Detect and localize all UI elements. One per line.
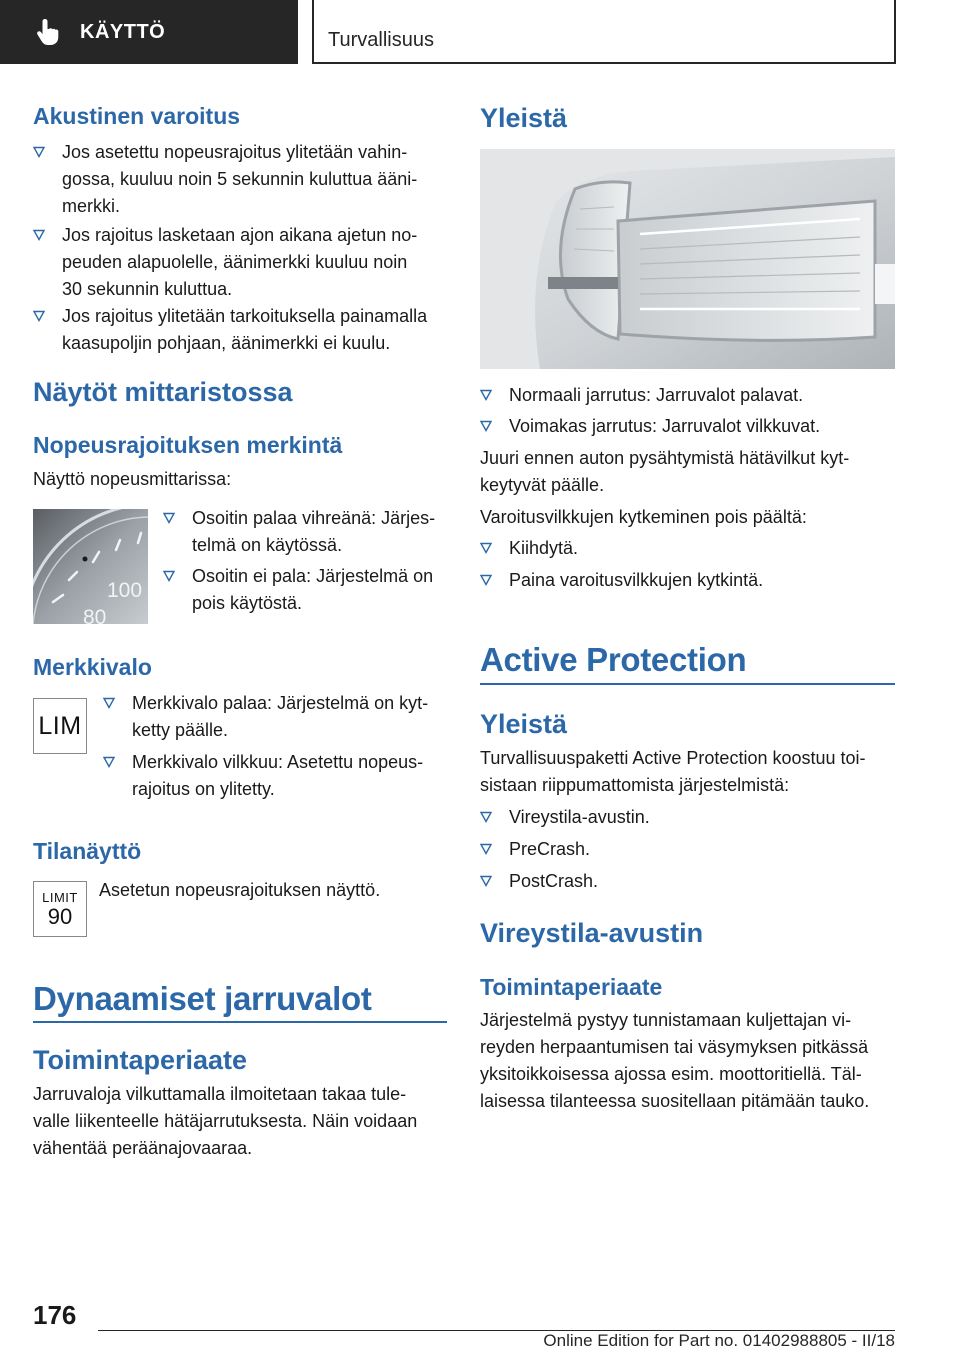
lim-indicator-text: LIM (38, 711, 82, 740)
paragraph-line: laisessa tilanteessa suositellaan pitämään tauko. (480, 1091, 870, 1111)
chapter-label: KÄYTTÖ (80, 20, 166, 43)
paragraph-line: yksitoikkoisessa ajossa esim. moottoritiellä. Täl- (480, 1064, 862, 1084)
bullet-triangle-icon (33, 310, 45, 322)
bullet-triangle-icon (480, 420, 492, 432)
bullet-triangle-icon (480, 574, 492, 586)
dynamic-description (33, 1081, 417, 1162)
list-item-text: Jos asetettu nopeusrajoitus ylitetään vahin- (62, 142, 408, 162)
list-item-text: peuden alapuolelle, äänimerkki kuuluu noin (62, 252, 408, 272)
paragraph-line: Turvallisuuspaketti Active Protection koostuu toi- (480, 748, 866, 768)
list-item-text: Vireystila-avustin. (509, 807, 650, 827)
vigilance-heading: Vireystila-avustin (480, 918, 704, 948)
heading-rule (480, 683, 895, 685)
chapter-tab[interactable] (0, 0, 298, 64)
edition-note: Online Edition for Part no. 01402988805 - II/18 (543, 1331, 895, 1350)
lim-indicator-icon (33, 698, 87, 754)
tail-light-image (480, 149, 895, 369)
list-item-text: PreCrash. (509, 839, 591, 859)
status-display-heading: Tilanäyttö (33, 838, 142, 864)
list-item-text: PostCrash. (509, 871, 599, 891)
list-item-text: Voimakas jarrutus: Jarruvalot vilkkuvat. (509, 416, 821, 436)
general-heading: Yleistä (480, 103, 568, 133)
paragraph-line: Juuri ennen auton pysähtymistä hätävilkut kyt- (480, 448, 850, 468)
bullet-triangle-icon (163, 570, 175, 582)
vigilance-description (480, 1007, 869, 1115)
list-item-text: kaasupoljin pohjaan, äänimerkki ei kuulu. (62, 333, 391, 353)
list-item-text: 30 sekunnin kuluttua. (62, 279, 233, 299)
principle-heading: Toimintaperiaate (33, 1045, 248, 1075)
hazard-description (480, 445, 849, 499)
list-item-text: pois käytöstä. (192, 593, 303, 613)
hand-pointer-icon (32, 15, 66, 49)
list-item-text: Osoitin ei pala: Järjestelmä on (192, 566, 434, 586)
list-item-text: rajoitus on ylitetty. (132, 779, 275, 799)
paragraph-line: vähentää peräänajovaaraa. (33, 1138, 253, 1158)
section-label: Turvallisuus (328, 29, 434, 51)
bullet-triangle-icon (33, 229, 45, 241)
bullet-triangle-icon (33, 146, 45, 158)
list-item-text: Jos rajoitus lasketaan ajon aikana ajetun no- (62, 225, 418, 245)
paragraph-line: Järjestelmä pystyy tunnistamaan kuljettajan vi- (480, 1010, 852, 1030)
bullet-triangle-icon (103, 697, 115, 709)
speed-marking-intro: Näyttö nopeusmittarissa: (33, 469, 232, 489)
list-item-text: Merkkivalo palaa: Järjestelmä on kyt- (132, 693, 429, 713)
limit-display-icon (33, 881, 87, 937)
list-item-text: Normaali jarrutus: Jarruvalot palavat. (509, 385, 804, 405)
paragraph-line: valle liikenteelle hätäjarrutuksesta. Näin voidaan (33, 1111, 418, 1131)
displays-heading: Näytöt mittaristossa (33, 377, 293, 407)
list-item-text: Kiihdytä. (509, 538, 579, 558)
active-description (480, 745, 866, 799)
hazard-off-intro: Varoitusvilkkujen kytkeminen pois päältä: (480, 507, 807, 527)
list-item-text: ketty päälle. (132, 720, 229, 740)
list-item-text: Osoitin palaa vihreänä: Järjes- (192, 508, 436, 528)
list-item-text: Merkkivalo vilkkuu: Asetettu nopeus- (132, 752, 424, 772)
paragraph-line: sistaan riippumattomista järjestelmistä: (480, 775, 790, 795)
speed-marking-heading: Nopeusrajoituksen merkintä (33, 432, 343, 458)
status-display-text: Asetetun nopeusrajoituksen näyttö. (99, 880, 381, 900)
dynamic-brake-lights-heading: Dynaamiset jarruvalot (33, 980, 372, 1017)
bullet-triangle-icon (480, 389, 492, 401)
section-tab[interactable] (312, 0, 896, 64)
vigilance-principle-heading: Toimintaperiaate (480, 974, 663, 1000)
paragraph-line: Jarruvaloja vilkuttamalla ilmoitetaan takaa tule- (33, 1084, 407, 1104)
limit-display-label: LIMIT (42, 890, 78, 905)
indicator-heading: Merkkivalo (33, 654, 152, 680)
bullet-triangle-icon (480, 875, 492, 887)
acoustic-warning-heading: Akustinen varoitus (33, 103, 241, 129)
gauge-label-80: 80 (83, 606, 107, 624)
limit-display-value: 90 (47, 904, 73, 929)
list-item-text: Paina varoitusvilkkujen kytkintä. (509, 570, 764, 590)
bullet-triangle-icon (163, 512, 175, 524)
active-general-heading: Yleistä (480, 709, 568, 739)
active-protection-heading: Active Protection (480, 641, 747, 678)
paragraph-line: keytyvät päälle. (480, 475, 605, 495)
page-number: 176 (33, 1300, 77, 1330)
bullet-triangle-icon (103, 756, 115, 768)
bullet-triangle-icon (480, 542, 492, 554)
bullet-triangle-icon (480, 811, 492, 823)
list-item-text: telmä on käytössä. (192, 535, 343, 555)
list-item-text: Jos rajoitus ylitetään tarkoituksella painamalla (62, 306, 428, 326)
paragraph-line: reyden herpaantumisen tai väsymyksen pitkässä (480, 1037, 869, 1057)
gauge-label-100: 100 (107, 579, 143, 602)
speedometer-image (33, 509, 148, 624)
heading-rule (33, 1021, 447, 1023)
list-item-text: gossa, kuuluu noin 5 sekunnin kuluttua ääni- (62, 169, 418, 189)
bullet-triangle-icon (480, 843, 492, 855)
list-item-text: merkki. (62, 196, 120, 216)
